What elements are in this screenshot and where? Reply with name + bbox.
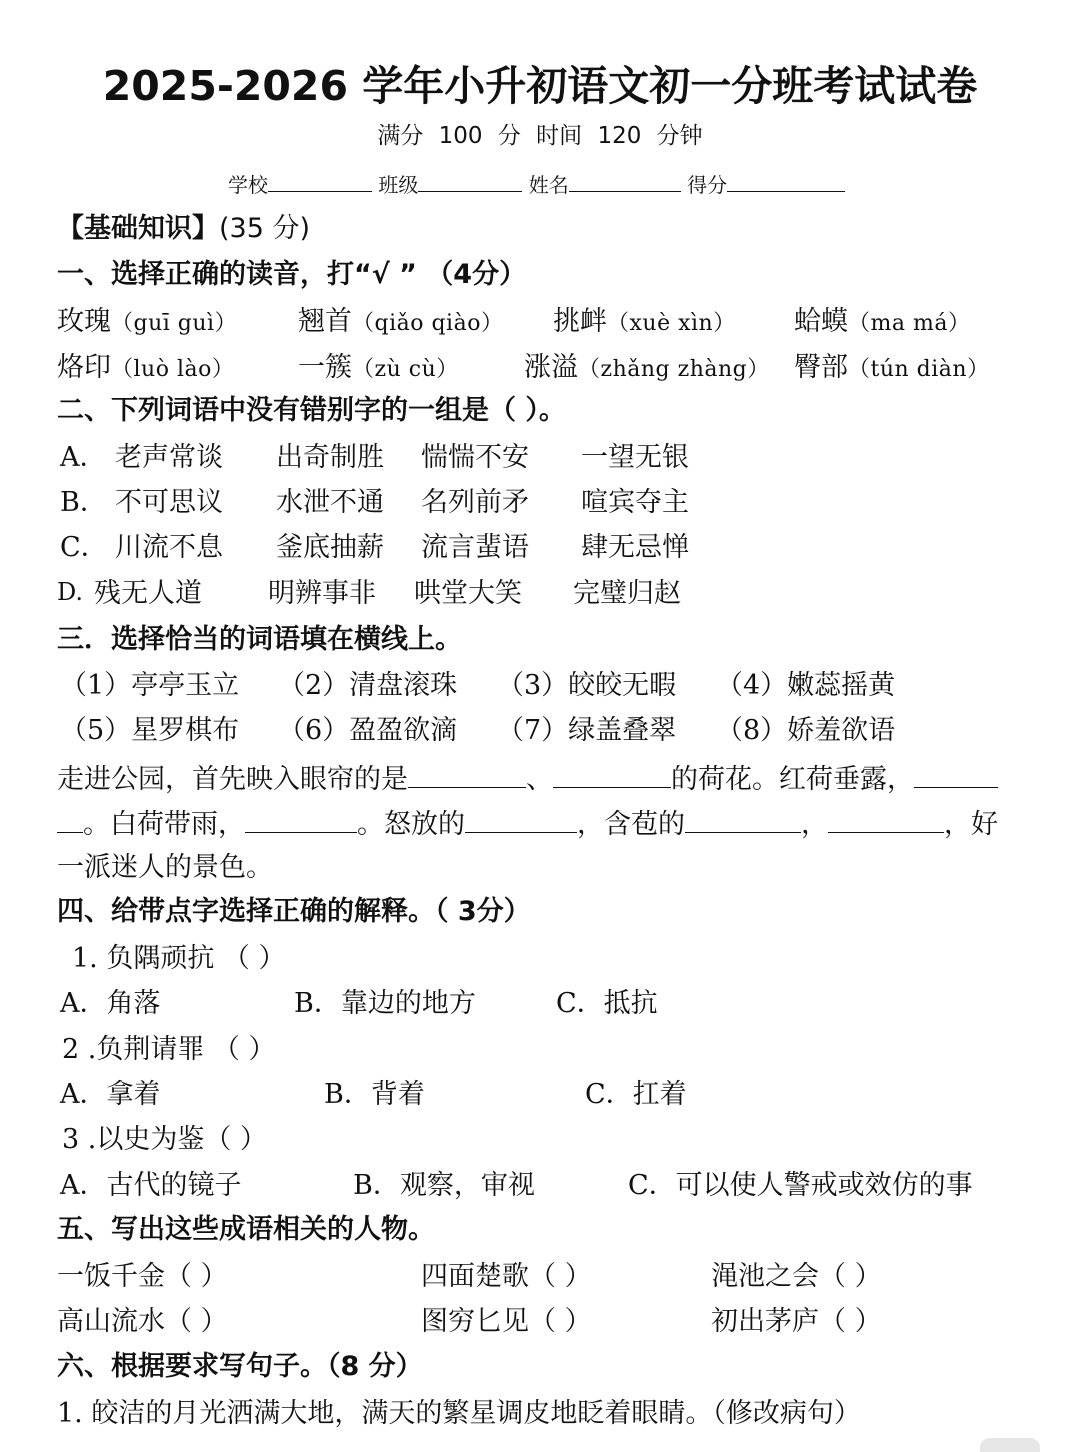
q2-word: 明辨事非 <box>268 578 376 609</box>
q2-heading: 二、下列词语中没有错别字的一组是（ ）。 <box>57 395 566 426</box>
q1-heading: 一、选择正确的读音，打“√ ” （4分） <box>57 259 527 290</box>
q2-word: 一望无银 <box>581 442 689 473</box>
name-blank[interactable] <box>569 173 681 192</box>
page-indicator <box>980 1438 1040 1452</box>
score-label: 得分 <box>687 173 728 197</box>
q2-option-label: D. <box>57 578 84 606</box>
q4-option: C．扛着 <box>585 1079 687 1110</box>
q3-passage-line: 。白荷带雨， 。怒放的 ，含苞的 ， ，好 <box>57 808 998 838</box>
q2-word: 水泄不通 <box>276 487 384 518</box>
q5-item: 高山流水（ ） <box>57 1306 228 1337</box>
part-label: 【基础知识】 <box>57 213 219 244</box>
fill-blank[interactable] <box>685 808 801 833</box>
q5-item: 四面楚歌（ ） <box>421 1261 592 1292</box>
q3-choice: （3）皎皎无暇 <box>497 670 677 701</box>
q4-stem: 3 .以史为鉴（ ） <box>62 1124 267 1155</box>
q4-option: B．背着 <box>324 1079 425 1110</box>
score-blank[interactable] <box>727 173 845 192</box>
q3-passage-line: 走进公园，首先映入眼帘的是 、 的荷花。红荷垂露， <box>57 763 998 793</box>
q5-item: 渑池之会（ ） <box>711 1261 882 1292</box>
q5-item: 初出茅庐（ ） <box>711 1306 882 1337</box>
fill-blank[interactable] <box>57 808 83 833</box>
q3-choice: （8）娇羞欲语 <box>716 715 896 746</box>
exam-subtitle: 满分 100 分 时间 120 分钟 <box>377 123 703 149</box>
q5-heading: 五、写出这些成语相关的人物。 <box>57 1214 435 1245</box>
part-score: (35 分) <box>219 213 311 244</box>
q5-item: 一饭千金（ ） <box>57 1261 228 1292</box>
name-label: 姓名 <box>528 173 569 197</box>
q4-stem: 2 .负荆请罪 （ ） <box>62 1034 276 1065</box>
q3-choice: （2）清盘滚珠 <box>278 670 458 701</box>
q1-item: 蛤蟆（ma má） <box>794 306 971 337</box>
q2-word: 肆无忌惮 <box>581 532 689 563</box>
q1-item: 臀部（tún diàn） <box>794 352 990 383</box>
school-label: 学校 <box>228 173 268 197</box>
q4-option: A．角落 <box>60 988 161 1019</box>
q3-choice: （6）盈盈欲滴 <box>278 715 458 746</box>
q2-word: 完璧归赵 <box>573 578 681 609</box>
q2-word: 流言蜚语 <box>421 532 529 563</box>
fill-blank[interactable] <box>465 808 577 833</box>
q2-word: 名列前矛 <box>421 487 529 518</box>
fill-blank[interactable] <box>245 808 357 833</box>
q2-option-label: B． <box>60 487 107 518</box>
q5-item: 图穷匕见（ ） <box>421 1306 592 1337</box>
q4-option: C．抵抗 <box>556 988 658 1019</box>
class-blank[interactable] <box>418 173 522 192</box>
fill-blank[interactable] <box>914 763 998 788</box>
q2-word: 残无人道 <box>94 578 202 609</box>
class-label: 班级 <box>378 173 419 197</box>
q3-choice: （4）嫩蕊摇黄 <box>716 670 896 701</box>
q1-item: 玫瑰（guī guì） <box>57 306 238 337</box>
school-blank[interactable] <box>268 173 372 192</box>
q3-passage-line: 一派迷人的景色。 <box>57 852 273 883</box>
q4-stem: 1. 负隅顽抗 （ ） <box>72 943 286 974</box>
q2-word: 喧宾夺主 <box>581 487 689 518</box>
q1-item: 挑衅（xuè xìn） <box>553 306 736 337</box>
q1-item: 翘首（qiǎo qiào） <box>298 306 504 337</box>
q2-word: 出奇制胜 <box>276 442 384 473</box>
q1-item: 涨溢（zhǎng zhàng） <box>524 352 770 383</box>
fill-blank[interactable] <box>408 763 526 788</box>
q1-item: 一簇（zù cù） <box>298 352 459 383</box>
q3-choice: （7）绿盖叠翠 <box>497 715 677 746</box>
q4-option: B．靠边的地方 <box>294 988 476 1019</box>
q4-option: C．可以使人警戒或效仿的事 <box>628 1170 973 1201</box>
q2-word: 不可思议 <box>115 487 223 518</box>
q4-option: A．拿着 <box>60 1079 161 1110</box>
q2-option-label: C． <box>60 532 108 563</box>
q6-item: 1. 皎洁的月光洒满大地，满天的繁星调皮地眨着眼睛。（修改病句） <box>57 1398 861 1429</box>
q4-heading: 四、给带点字选择正确的解释。（ 3分） <box>57 896 531 927</box>
part-heading <box>57 215 310 242</box>
q1-item: 烙印（luò lào） <box>57 352 235 383</box>
q2-word: 老声常谈 <box>115 442 223 473</box>
q6-heading: 六、根据要求写句子。（8 分） <box>57 1351 423 1382</box>
q2-word: 釜底抽薪 <box>276 532 384 563</box>
student-info-line <box>228 173 845 195</box>
q4-option: B．观察，审视 <box>353 1170 535 1201</box>
q2-word: 川流不息 <box>115 532 223 563</box>
q2-word: 哄堂大笑 <box>414 578 522 609</box>
q3-choice: （1）亭亭玉立 <box>60 670 240 701</box>
q3-choice: （5）星罗棋布 <box>60 715 240 746</box>
q3-heading: 三．选择恰当的词语填在横线上。 <box>57 624 462 655</box>
fill-blank[interactable] <box>553 763 671 788</box>
fill-blank[interactable] <box>828 808 944 833</box>
exam-title: 2025-2026 学年小升初语文初一分班考试试卷 <box>102 62 978 110</box>
q4-option: A．古代的镜子 <box>60 1170 242 1201</box>
q2-word: 惴惴不安 <box>421 442 529 473</box>
q2-option-label: A． <box>60 442 107 473</box>
